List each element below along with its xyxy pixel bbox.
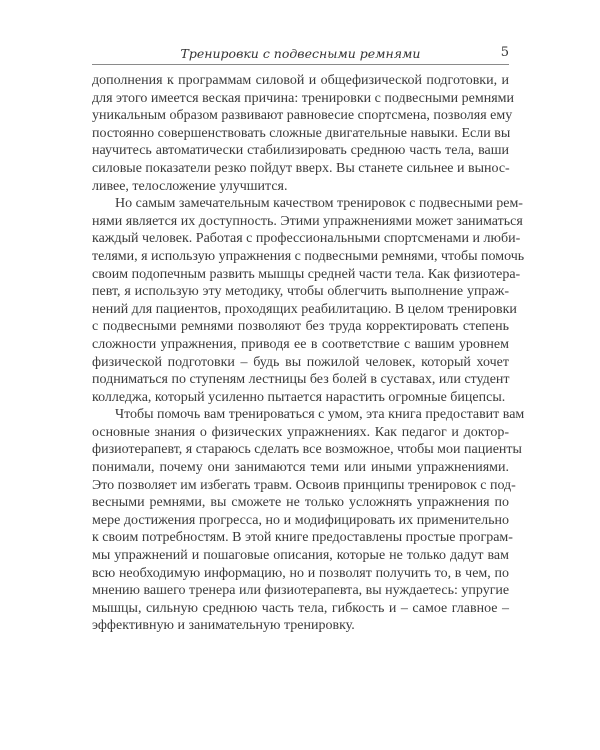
text-line: постоянно совершенствовать сложные двигательные навыки. Если вы [92,125,511,141]
paragraph-2 [92,195,525,406]
running-title: Тренировки с подвесными ремнями [180,46,421,61]
paragraph-1 [92,72,514,195]
text-line: Это позволяет им избегать травм. Освоив принципы тренировок с под- [92,477,516,493]
text-line: ливее, телосложение улучшится. [92,178,288,194]
text-line: понимали, почему они занимаются теми или иными упражнениями. [92,460,509,476]
text-line: уникальным образом развивают равновесие спортсмена, позволяя ему [92,108,513,124]
running-header [92,46,509,62]
text-line: сложности упражнения, приводя ее в соответствие с вашим уровнем [92,336,509,352]
text-line: Но самым замечательным качеством тренировок с подвесными рем- [115,196,523,212]
text-line: весными ремнями, вы сможете не только усложнять упражнения по [92,495,509,511]
text-line: подниматься по ступеням лестницы без болей в суставах, или студент [92,372,510,388]
text-line: мере достижения прогресса, но и модифицировать их применительно [92,512,509,528]
text-line: с подвесными ремнями позволяют без труда корректировать степень [92,319,509,335]
text-line: колледжа, который усиленно пытается нарастить огромные бицепсы. [92,389,506,405]
text-line: силовые показатели резко пойдут вверх. Вы станете сильнее и вынос- [92,160,510,176]
text-line: нями является их доступность. Этими упражнениями может заниматься [92,213,523,229]
body-text [92,72,525,635]
text-line: основные знания о физических упражнениях. Как педагог и доктор- [92,424,509,440]
text-line: каждый человек. Работая с профессиональными спортсменами и люби- [92,231,521,247]
text-line: певт, я использую эту методику, чтобы облегчить выполнение упраж- [92,284,509,300]
text-line: мнению вашего тренера или физиотерапевта, вы нуждаетесь: упругие [92,583,510,599]
text-line: научитесь автоматически стабилизировать среднюю часть тела, ваши [92,143,509,159]
text-line: к своим потребностям. В этой книге предоставлены простые програм- [92,530,513,546]
text-line: эффективную и занимательную тренировку. [92,618,355,634]
text-line: мышцы, сильную среднюю часть тела, гибкость и – самое главное – [92,600,509,616]
page-number: 5 [500,45,509,60]
text-line: всю необходимую информацию, но и позволят получить то, в чем, по [92,565,509,581]
text-line: Чтобы помочь вам тренироваться с умом, эта книга предоставит вам [115,407,525,423]
text-line: нений для пациентов, проходящих реабилитацию. В целом тренировки [92,301,517,317]
text-line: дополнения к программам силовой и общефизической подготовки, и [92,73,509,88]
text-line: физической подготовки – будь вы пожилой человек, который хочет [92,354,509,370]
text-line: телями, я использую упражнения с подвесными ремнями, чтобы помочь [92,248,525,264]
text-line: для этого имеется веская причина: тренировки с подвесными ремнями [92,90,514,106]
text-line: физиотерапевт, я стараюсь сделать все возможное, чтобы мои пациенты [92,442,522,458]
text-line: мы упражнений и пошаговые описания, которые не только дадут вам [92,548,509,564]
text-line: своим подопечным развить мышцы средней части тела. Как физиотера- [92,266,521,282]
header-rule [92,64,509,65]
paragraph-3 [92,406,525,635]
